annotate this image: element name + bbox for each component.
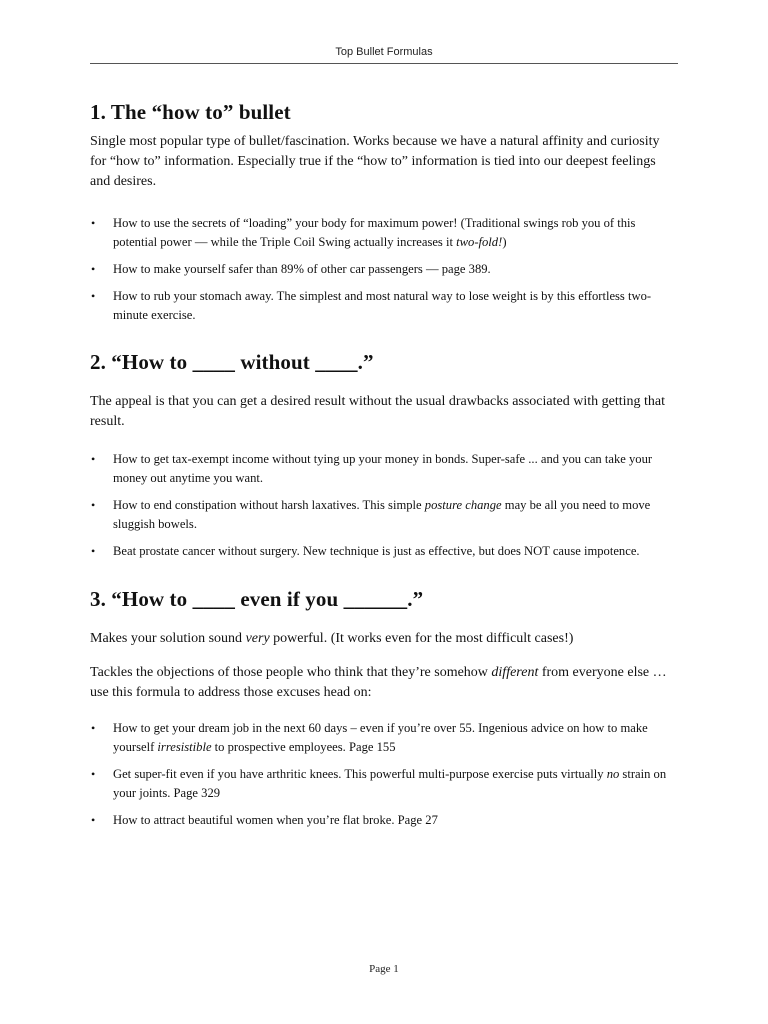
document-body [90, 98, 678, 838]
bullet-list [90, 214, 678, 325]
bullet-icon: • [91, 452, 96, 466]
bullet-list [90, 719, 678, 830]
list-item: • How to use the secrets of “loading” your body for maximum power! (Traditional swings rob you of this potential power — while the Triple Coil Swing actually increases it two-fold!) [91, 216, 636, 249]
list-item: • How to end constipation without harsh laxatives. This simple posture change may be all you need to move sluggish bowels. [91, 498, 651, 531]
section-how-to-bullet [90, 98, 678, 325]
section-paragraph: Tackles the objections of those people who think that they’re somehow different from everyone else … use this formula to address those excuses head on: [90, 665, 667, 700]
section-how-to-even-if [90, 585, 678, 830]
bullet-icon: • [91, 216, 96, 230]
list-item: • How to rub your stomach away. The simplest and most natural way to lose weight is by this effortless two-minute exercise. [91, 289, 652, 322]
list-item: • Beat prostate cancer without surgery. New technique is just as effective, but does NOT cause impotence. [90, 542, 678, 561]
section-intro: The appeal is that you can get a desired result without the usual drawbacks associated with getting that result. [90, 394, 665, 429]
list-item: • How to attract beautiful women when you’re flat broke. Page 27 [90, 811, 678, 830]
bullet-icon: • [91, 498, 96, 512]
list-item: • How to get tax-exempt income without tying up your money in bonds. Super-safe ... and you can take your money out anytime you want. [91, 452, 653, 485]
bullet-icon: • [91, 813, 96, 827]
running-header: Top Bullet Formulas [335, 46, 433, 58]
section-heading: 3. “How to ____ even if you ______.” [90, 587, 424, 611]
header-rule [90, 63, 678, 64]
section-heading: 1. The “how to” bullet [90, 100, 291, 124]
bullet-icon: • [91, 721, 96, 735]
list-item: • How to make yourself safer than 89% of other car passengers — page 389. [90, 260, 678, 279]
section-paragraph: Makes your solution sound very powerful. (It works even for the most difficult cases!) [90, 631, 574, 646]
list-item: • How to get your dream job in the next 60 days – even if you’re over 55. Ingenious advice on how to make yourself irresistible to prospective employees. Page 155 [91, 721, 648, 754]
page-number: Page 1 [369, 963, 399, 975]
section-heading: 2. “How to ____ without ____.” [90, 350, 374, 374]
bullet-icon: • [91, 767, 96, 781]
section-how-to-without [90, 348, 678, 561]
bullet-icon: • [91, 262, 96, 276]
bullet-icon: • [91, 289, 96, 303]
list-item: • Get super-fit even if you have arthritic knees. This powerful multi-purpose exercise puts virtually no strain on your joints. Page 329 [91, 767, 667, 800]
bullet-icon: • [91, 544, 96, 558]
section-intro: Single most popular type of bullet/fascination. Works because we have a natural affinity and curiosity for “how to” information. Especially true if the “how to” information is tied into our deepest feelings and desires. [90, 134, 660, 189]
bullet-list [90, 450, 678, 561]
